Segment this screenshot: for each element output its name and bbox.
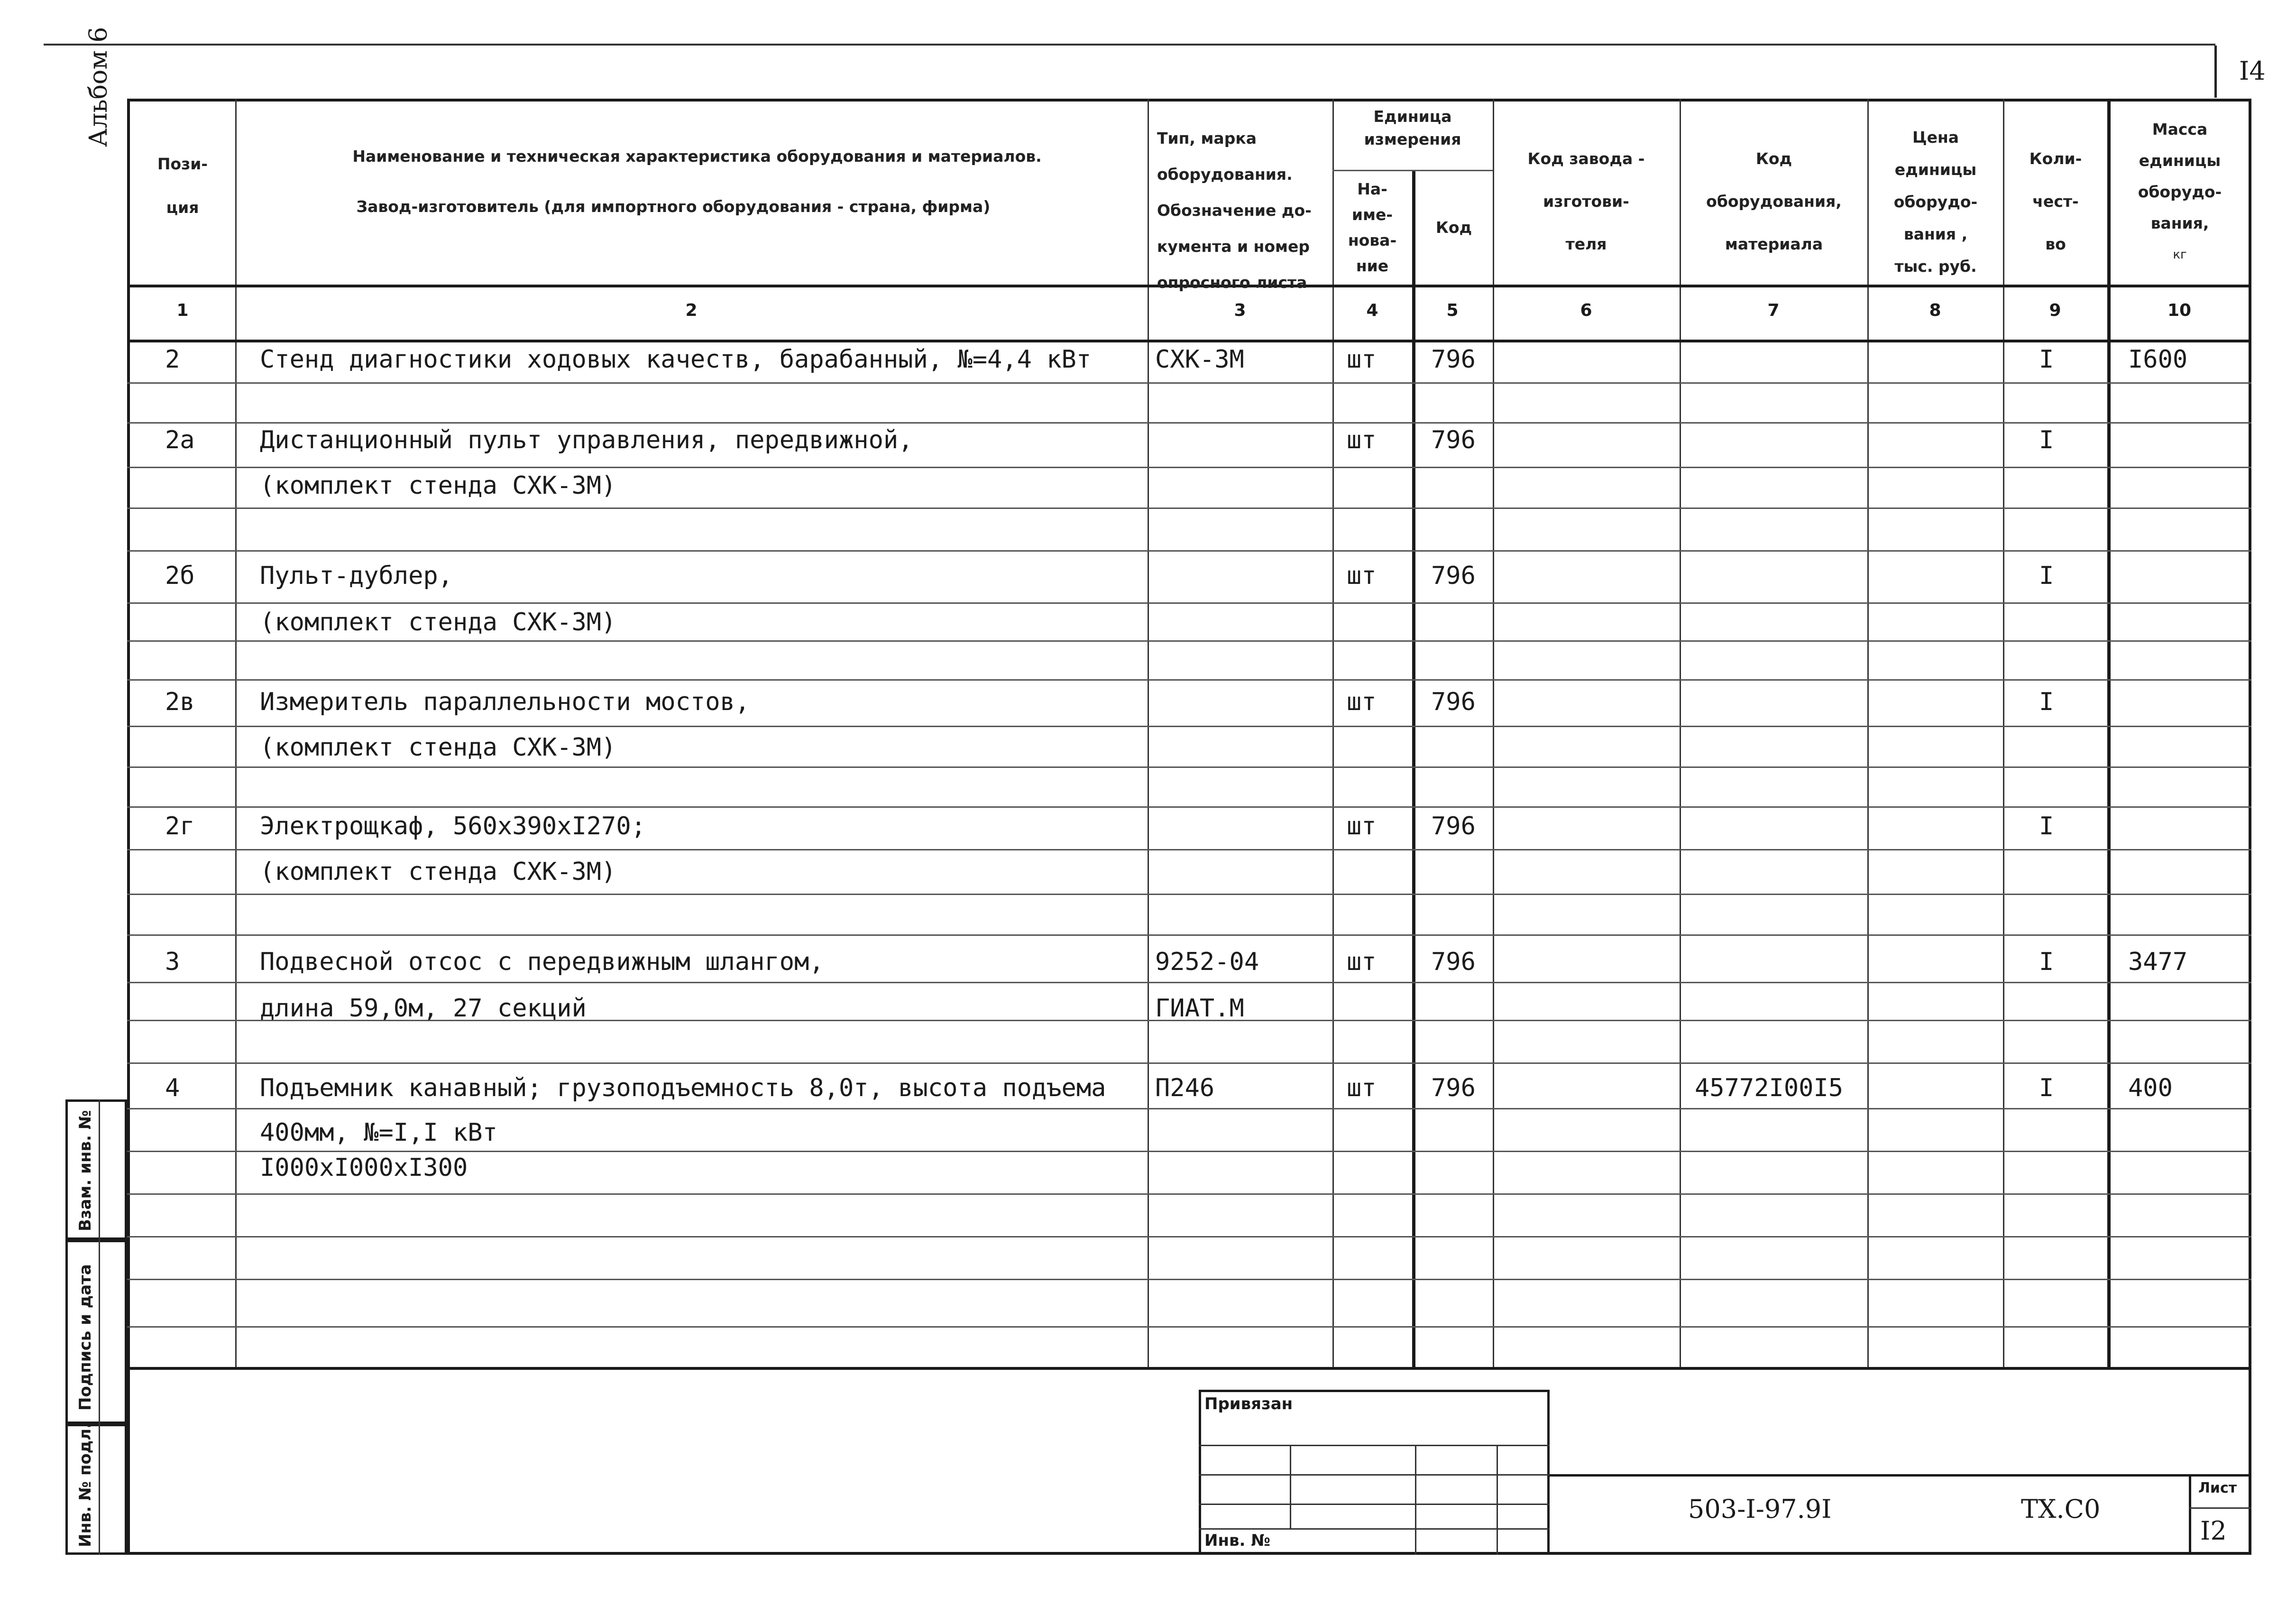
row-type: СХК-3М	[1155, 345, 1244, 374]
col-divider	[1148, 99, 1149, 1370]
side-stamp-podpis	[65, 1240, 127, 1424]
row-name: (комплект стенда СХК-3М)	[260, 608, 616, 637]
header-factory-code: Код завода - изготови- теля	[1527, 149, 1645, 253]
row-name: Стенд диагностики ходовых качеств, барабанный, №=4,4 кВт	[260, 345, 1092, 374]
row-position: 2в	[165, 688, 195, 716]
header-qty: Коли- чест- во	[2029, 149, 2082, 253]
row-position: 2г	[165, 812, 195, 840]
row-position: 3	[165, 948, 180, 976]
col-number: 6	[1580, 301, 1592, 320]
row-code: 796	[1431, 688, 1476, 716]
album-label: Альбом 6	[84, 27, 113, 147]
row-qty: I	[2039, 948, 2054, 976]
col-divider	[235, 99, 237, 1370]
col-number: 1	[176, 301, 189, 320]
row-code: 796	[1431, 426, 1476, 454]
row-name: I000хI000хI300	[260, 1154, 468, 1182]
row-position: 2	[165, 345, 180, 374]
header-type: Тип, марка оборудования. Обозначение до- кумента и номер опросного листа	[1157, 129, 1312, 292]
body-bottom-rule	[127, 1367, 2251, 1370]
col-number: 10	[2167, 301, 2192, 320]
row-mass: I600	[2128, 345, 2188, 374]
row-unit: шт	[1347, 345, 1377, 374]
row-code: 796	[1431, 948, 1476, 976]
row-unit: шт	[1347, 1074, 1377, 1102]
header-unit-name: На- име- нова- ние	[1348, 180, 1397, 275]
header-mass: Масса единицы оборудо- вания, кг	[2138, 120, 2222, 262]
row-name: (комплект стенда СХК-3М)	[260, 471, 616, 500]
col-number: 5	[1446, 301, 1459, 320]
row-name: Подъемник канавный; грузоподъемность 8,0т, высота подъема	[260, 1074, 1106, 1102]
header-position: Пози- ция	[157, 155, 208, 217]
row-code: 796	[1431, 1074, 1476, 1102]
col-divider	[1867, 99, 1869, 1370]
row-equip-code: 45772I00I5	[1695, 1074, 1844, 1102]
row-name: Подвесной отсос с передвижным шлангом,	[260, 948, 824, 976]
sheet-corner-number: I4	[2239, 56, 2266, 86]
col-number: 9	[2049, 301, 2061, 320]
privyazan-label: Привязан	[1204, 1394, 1293, 1413]
header-price: Цена единицы оборудо- вания , тыс. руб.	[1893, 128, 1978, 276]
col-number: 2	[685, 301, 698, 320]
row-unit: шт	[1347, 948, 1377, 976]
row-qty: I	[2039, 426, 2054, 454]
side-label-vzam: Взам. инв. №	[76, 1110, 95, 1231]
row-code: 796	[1431, 812, 1476, 840]
col-divider	[2107, 99, 2111, 1370]
row-type: ГИАТ.М	[1155, 994, 1244, 1023]
header-name-line1: Наименование и техническая характеристика оборудования и материалов.	[352, 147, 1042, 166]
row-type: 9252-04	[1155, 948, 1259, 976]
side-stamp-divider	[99, 1099, 100, 1555]
side-label-inv: Инв. № подл.	[76, 1422, 95, 1547]
side-label-podpis: Подпись и дата	[76, 1264, 95, 1411]
top-rule	[44, 44, 2215, 46]
row-unit: шт	[1347, 812, 1377, 840]
row-position: 2б	[165, 562, 195, 590]
col-divider	[1493, 99, 1494, 1370]
title-block-top	[1550, 1474, 2251, 1477]
row-qty: I	[2039, 562, 2054, 590]
page-corner-bar	[2214, 46, 2217, 98]
sheet-number: I2	[2200, 1516, 2227, 1546]
row-qty: I	[2039, 812, 2054, 840]
row-mass: 3477	[2128, 948, 2188, 976]
row-position: 4	[165, 1074, 180, 1102]
row-name: (комплект стенда СХК-3М)	[260, 733, 616, 762]
sheet-label: Лист	[2198, 1480, 2237, 1496]
row-qty: I	[2039, 688, 2054, 716]
col-number: 3	[1234, 301, 1246, 320]
row-name: Дистанционный пульт управления, передвижной,	[260, 426, 913, 454]
document-code: 503-I-97.9I	[1688, 1494, 1832, 1524]
row-qty: I	[2039, 1074, 2054, 1102]
side-stamp-vzam	[65, 1099, 127, 1240]
row-name: Электрощкаф, 560х390хI270;	[260, 812, 646, 840]
row-code: 796	[1431, 562, 1476, 590]
col-number: 7	[1767, 301, 1780, 320]
side-stamp-inv	[65, 1424, 127, 1555]
document-section: ТХ.С0	[2021, 1494, 2101, 1524]
row-name: длина 59,0м, 27 секций	[260, 994, 587, 1023]
row-unit: шт	[1347, 426, 1377, 454]
inv-no-label: Инв. №	[1204, 1531, 1271, 1550]
header-unit: Единица измерения	[1364, 107, 1461, 148]
row-unit: шт	[1347, 688, 1377, 716]
row-code: 796	[1431, 345, 1476, 374]
row-name: 400мм, №=I,I кВт	[260, 1118, 497, 1147]
row-mass: 400	[2128, 1074, 2173, 1102]
col-number: 4	[1366, 301, 1378, 320]
row-name: Измеритель параллельности мостов,	[260, 688, 750, 716]
row-unit: шт	[1347, 562, 1377, 590]
row-name: Пульт-дублер,	[260, 562, 453, 590]
row-name: (комплект стенда СХК-3М)	[260, 858, 616, 886]
col-number: 8	[1929, 301, 1941, 320]
row-type: П246	[1155, 1074, 1215, 1102]
header-unit-code: Код	[1435, 218, 1472, 237]
col-divider	[1412, 171, 1415, 1370]
row-position: 2а	[165, 426, 195, 454]
unit-header-split	[1332, 170, 1493, 171]
header-equip-code: Код оборудования, материала	[1706, 149, 1842, 253]
header-name-line2: Завод-изготовитель (для импортного оборудования - страна, фирма)	[356, 197, 991, 216]
col-divider	[1332, 99, 1334, 1370]
col-divider	[1680, 99, 1681, 1370]
col-number-rule	[127, 340, 2251, 342]
col-divider	[2003, 99, 2004, 1370]
row-qty: I	[2039, 345, 2054, 374]
